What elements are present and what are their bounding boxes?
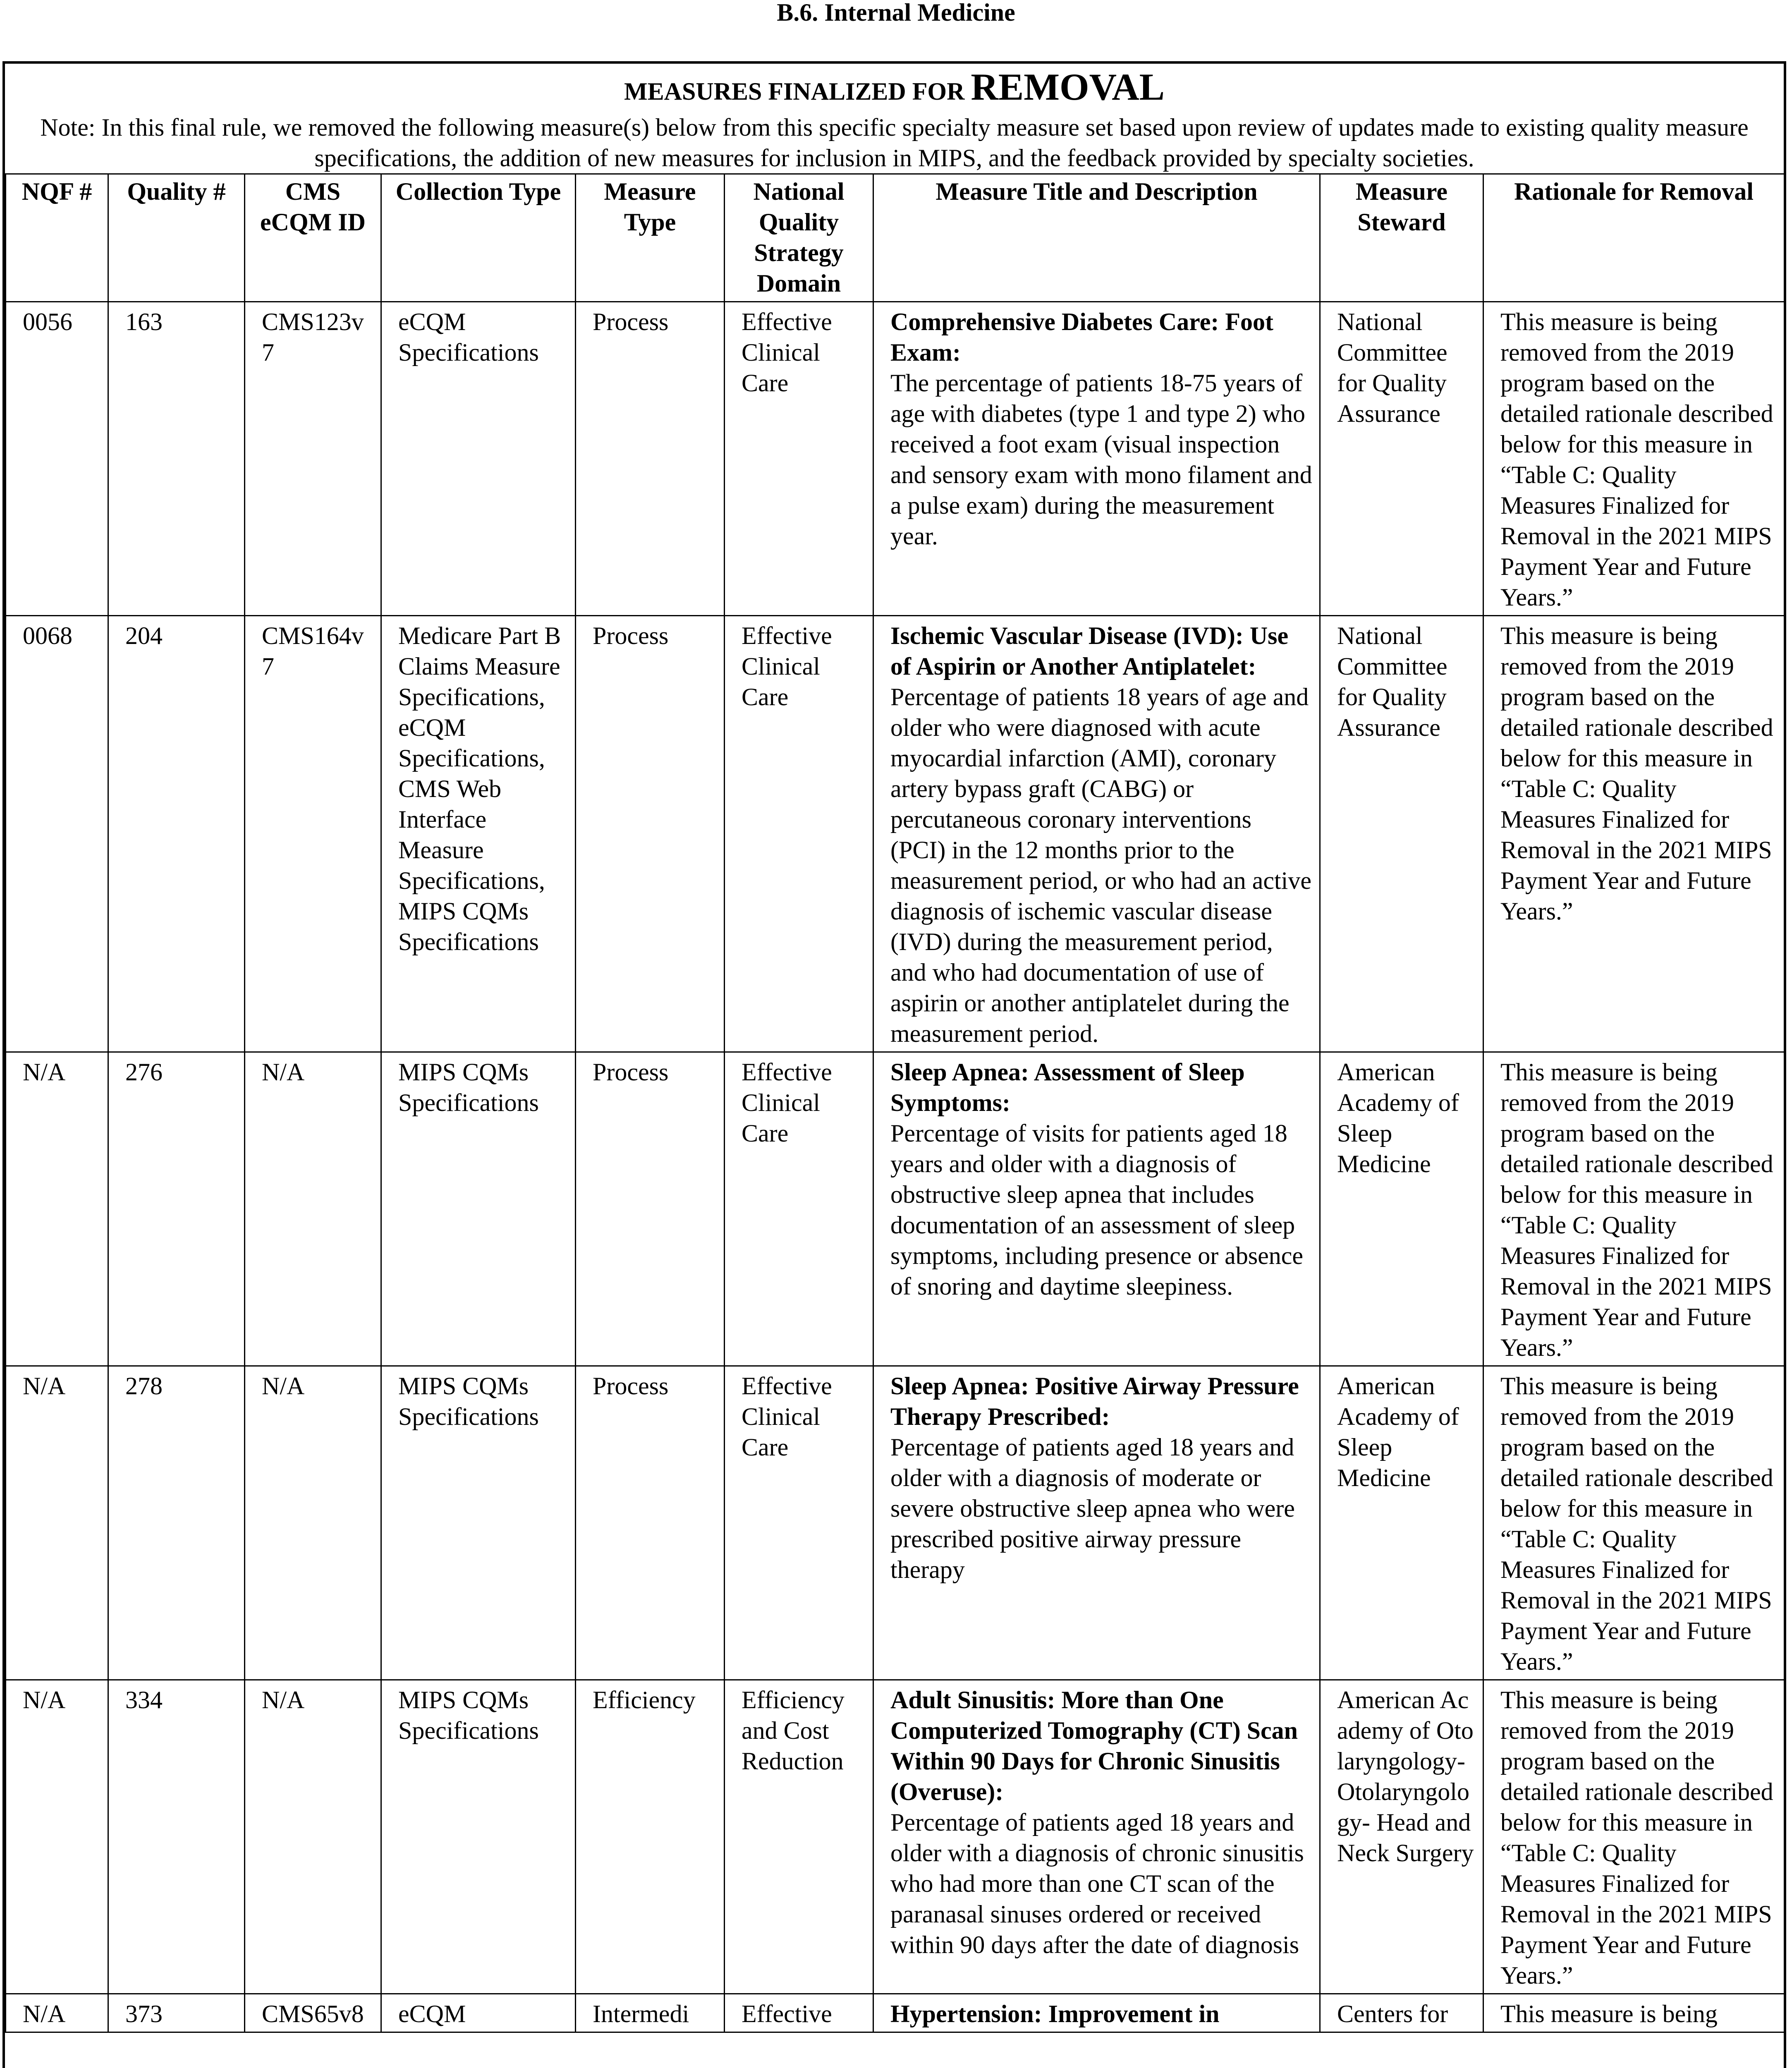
col-header-cms-id: CMS eCQM ID <box>245 174 381 302</box>
col-header-nqf: NQF # <box>6 174 108 302</box>
cell-nqf: 0056 <box>6 302 108 616</box>
cell-domain: Efficiency and Cost Reduction <box>725 1680 873 1994</box>
table-note: Note: In this final rule, we removed the following measure(s) below from this specific specialty measure set based upon review of updates made to existing quality measure specifications, the addition of new measures for inclusion in MIPS, and the feedback provided by specialty societies. <box>40 114 1749 172</box>
cell-title-description <box>873 1680 1320 1994</box>
cell-cms-id: N/A <box>245 1366 381 1680</box>
measure-title: Sleep Apnea: Assessment of Sleep Symptoms: <box>890 1058 1245 1116</box>
measure-title: Hypertension: Improvement in <box>890 2000 1220 2027</box>
cell-rationale: This measure is being removed from the 2019 program based on the detailed rationale described below for this measure in “Table C: Quality Measures Finalized for Removal in the 2021 MIPS Payment Year and Future Years.” <box>1483 1366 1785 1680</box>
cell-nqf: N/A <box>6 1052 108 1366</box>
table-title-emphasis: REMOVAL <box>971 66 1165 108</box>
cell-measure-type: Intermedi <box>576 1994 725 2032</box>
measure-description: Percentage of patients aged 18 years and older with a diagnosis of chronic sinusitis who had more than one CT scan of the paranasal sinuses ordered or received within 90 days after the date of diagnosis <box>890 1809 1304 1958</box>
col-header-measure-type: Measure Type <box>576 174 725 302</box>
cell-nqf: N/A <box>6 1680 108 1994</box>
cell-steward: National Committee for Quality Assurance <box>1320 302 1483 616</box>
cell-cms-id: CMS164v7 <box>245 616 381 1052</box>
measure-description: Percentage of patients 18 years of age and older who were diagnosed with acute myocardial infarction (AMI), coronary artery bypass graft (CABG) or percutaneous coronary interventions (PCI) in the 12 months prior to the measurement period, or who had an active diagnosis of ischemic vascular disease (IVD) during the measurement period, and who had documentation of use of aspirin or another antiplatelet during the measurement period. <box>890 683 1311 1047</box>
cell-quality: 163 <box>108 302 245 616</box>
cell-cms-id: CMS65v8 <box>245 1994 381 2032</box>
cell-nqf: 0068 <box>6 616 108 1052</box>
cell-collection-type: MIPS CQMs Specifications <box>381 1366 576 1680</box>
cell-measure-type: Process <box>576 1366 725 1680</box>
cell-collection-type: eCQM Specifications <box>381 302 576 616</box>
cell-collection-type: MIPS CQMs Specifications <box>381 1052 576 1366</box>
cell-measure-type: Process <box>576 302 725 616</box>
cell-title-description <box>873 1366 1320 1680</box>
cell-rationale: This measure is being removed from the 2019 program based on the detailed rationale described below for this measure in “Table C: Quality Measures Finalized for Removal in the 2021 MIPS Payment Year and Future Years.” <box>1483 1052 1785 1366</box>
cell-steward: National Committee for Quality Assurance <box>1320 616 1483 1052</box>
cell-steward: Centers for <box>1320 1994 1483 2032</box>
col-header-quality: Quality # <box>108 174 245 302</box>
cell-measure-type: Efficiency <box>576 1680 725 1994</box>
measure-title: Adult Sinusitis: More than One Computerized Tomography (CT) Scan Within 90 Days for Chronic Sinusitis (Overuse): <box>890 1686 1298 1805</box>
cell-collection-type: Medicare Part B Claims Measure Specifications, eCQM Specifications, CMS Web Interface Measure Specifications, MIPS CQMs Specifications <box>381 616 576 1052</box>
cell-quality: 276 <box>108 1052 245 1366</box>
cell-domain: Effective Clinical Care <box>725 616 873 1052</box>
measure-title: Ischemic Vascular Disease (IVD): Use of Aspirin or Another Antiplatelet: <box>890 622 1289 680</box>
table-header-block <box>5 64 1784 173</box>
measures-table-container <box>2 61 1786 2068</box>
col-header-title-description: Measure Title and Description <box>873 174 1320 302</box>
cell-quality: 373 <box>108 1994 245 2032</box>
cell-nqf: N/A <box>6 1994 108 2032</box>
table-row <box>6 1994 1785 2032</box>
table-row <box>6 1680 1785 1994</box>
cell-steward: American Academy of Otolaryngology-Otolaryngology- Head and Neck Surgery <box>1320 1680 1483 1994</box>
col-header-steward: Measure Steward <box>1320 174 1483 302</box>
cell-cms-id: CMS123v7 <box>245 302 381 616</box>
measure-description: The percentage of patients 18-75 years of age with diabetes (type 1 and type 2) who received a foot exam (visual inspection and sensory exam with mono filament and a pulse exam) during the measurement year. <box>890 369 1312 550</box>
measure-title: Sleep Apnea: Positive Airway Pressure Therapy Prescribed: <box>890 1372 1299 1430</box>
measure-description: Percentage of patients aged 18 years and older with a diagnosis of moderate or severe obstructive sleep apnea who were prescribed positive airway pressure therapy <box>890 1434 1295 1583</box>
cell-title-description <box>873 302 1320 616</box>
cell-quality: 278 <box>108 1366 245 1680</box>
cell-quality: 334 <box>108 1680 245 1994</box>
table-row <box>6 1366 1785 1680</box>
cell-collection-type: MIPS CQMs Specifications <box>381 1680 576 1994</box>
cell-domain: Effective <box>725 1994 873 2032</box>
cell-rationale: This measure is being removed from the 2019 program based on the detailed rationale described below for this measure in “Table C: Quality Measures Finalized for Removal in the 2021 MIPS Payment Year and Future Years.” <box>1483 616 1785 1052</box>
cell-rationale: This measure is being removed from the 2019 program based on the detailed rationale described below for this measure in “Table C: Quality Measures Finalized for Removal in the 2021 MIPS Payment Year and Future Years.” <box>1483 1680 1785 1994</box>
cell-domain: Effective Clinical Care <box>725 302 873 616</box>
col-header-domain: National Quality Strategy Domain <box>725 174 873 302</box>
table-row <box>6 302 1785 616</box>
col-header-rationale: Rationale for Removal <box>1483 174 1785 302</box>
cell-cms-id: N/A <box>245 1052 381 1366</box>
table-row <box>6 1052 1785 1366</box>
measure-description: Percentage of visits for patients aged 18 years and older with a diagnosis of obstructive sleep apnea that includes documentation of an assessment of sleep symptoms, including presence or absence of snoring and daytime sleepiness. <box>890 1120 1304 1300</box>
column-header-row <box>6 174 1785 302</box>
cell-quality: 204 <box>108 616 245 1052</box>
table-row <box>6 616 1785 1052</box>
table-title-prefix: MEASURES FINALIZED FOR <box>624 78 965 105</box>
cell-measure-type: Process <box>576 1052 725 1366</box>
cell-title-description <box>873 616 1320 1052</box>
col-header-collection-type: Collection Type <box>381 174 576 302</box>
cell-rationale: This measure is being <box>1483 1994 1785 2032</box>
cell-steward: American Academy of Sleep Medicine <box>1320 1366 1483 1680</box>
cell-title-description <box>873 1994 1320 2032</box>
cell-nqf: N/A <box>6 1366 108 1680</box>
cell-rationale: This measure is being removed from the 2019 program based on the detailed rationale described below for this measure in “Table C: Quality Measures Finalized for Removal in the 2021 MIPS Payment Year and Future Years.” <box>1483 302 1785 616</box>
cell-steward: American Academy of Sleep Medicine <box>1320 1052 1483 1366</box>
measure-title: Comprehensive Diabetes Care: Foot Exam: <box>890 308 1273 366</box>
measures-table <box>5 173 1785 2033</box>
cell-collection-type: eCQM <box>381 1994 576 2032</box>
cell-cms-id: N/A <box>245 1680 381 1994</box>
page-heading: B.6. Internal Medicine <box>777 0 1015 26</box>
table-title <box>17 66 1771 112</box>
cell-domain: Effective Clinical Care <box>725 1366 873 1680</box>
cell-title-description <box>873 1052 1320 1366</box>
cell-measure-type: Process <box>576 616 725 1052</box>
cell-domain: Effective Clinical Care <box>725 1052 873 1366</box>
